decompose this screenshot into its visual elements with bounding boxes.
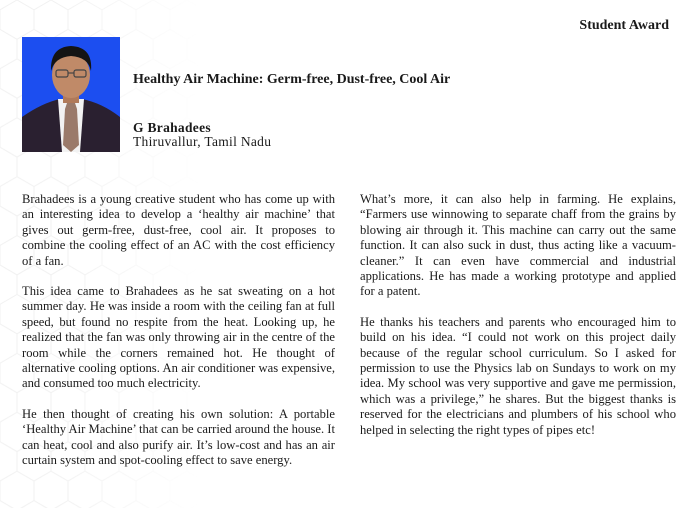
portrait-photo-icon — [22, 37, 120, 152]
section-label: Student Award — [579, 18, 669, 33]
author-location: Thiruvallur, Tamil Nadu — [133, 134, 272, 149]
left-column — [22, 192, 335, 484]
article-title: Healthy Air Machine: Germ-free, Dust-free, Cool Air — [133, 72, 451, 87]
author-name: G Brahadees — [133, 120, 211, 135]
right-column — [360, 192, 676, 453]
author-photo — [22, 37, 120, 152]
paragraph: Brahadees is a young creative student who has come up with an interesting idea to develop a ‘healthy air machine’ that gives out germ-free, dust-free, cool air. It proposes to combine the cooling effect of an AC with the cost efficiency of a fan. — [22, 192, 335, 268]
paragraph: He then thought of creating his own solution: A portable ‘Healthy Air Machine’ that can be carried around the house. It can heat, cool and also purify air. It’s low-cost and has an air curtain system and spot-cooling effect to save energy. — [22, 406, 335, 468]
paragraph: This idea came to Brahadees as he sat sweating on a hot summer day. He was inside a room with the ceiling fan at full speed, but found no respite from the heat. Looking up, he realized that the fan was only throwing air in the centre of the room while the corners remained hot. He thought of alternative cooling options. An air conditioner was expensive, and consumed too much electricity. — [22, 284, 335, 391]
paragraph: He thanks his teachers and parents who encouraged him to build on his idea. “I could not work on this project daily because of the regular school curriculum. So I asked for permission to use the Physics lab on Sundays to work on my idea. My school was very supportive and gave me permission, which was a privilege,” he shares. But the biggest thanks is reserved for the electricians and plumbers of his school who helped in selecting the right types of pipes etc! — [360, 314, 676, 437]
paragraph: What’s more, it can also help in farming. He explains, “Farmers use winnowing to separate chaff from the grains by blowing air through it. This machine can carry out the same function. It can also suck in dust, thus acting like a vacuum-cleaner.” It can even have commercial and industrial applications. He has made a working prototype and applied for a patent. — [360, 192, 676, 299]
